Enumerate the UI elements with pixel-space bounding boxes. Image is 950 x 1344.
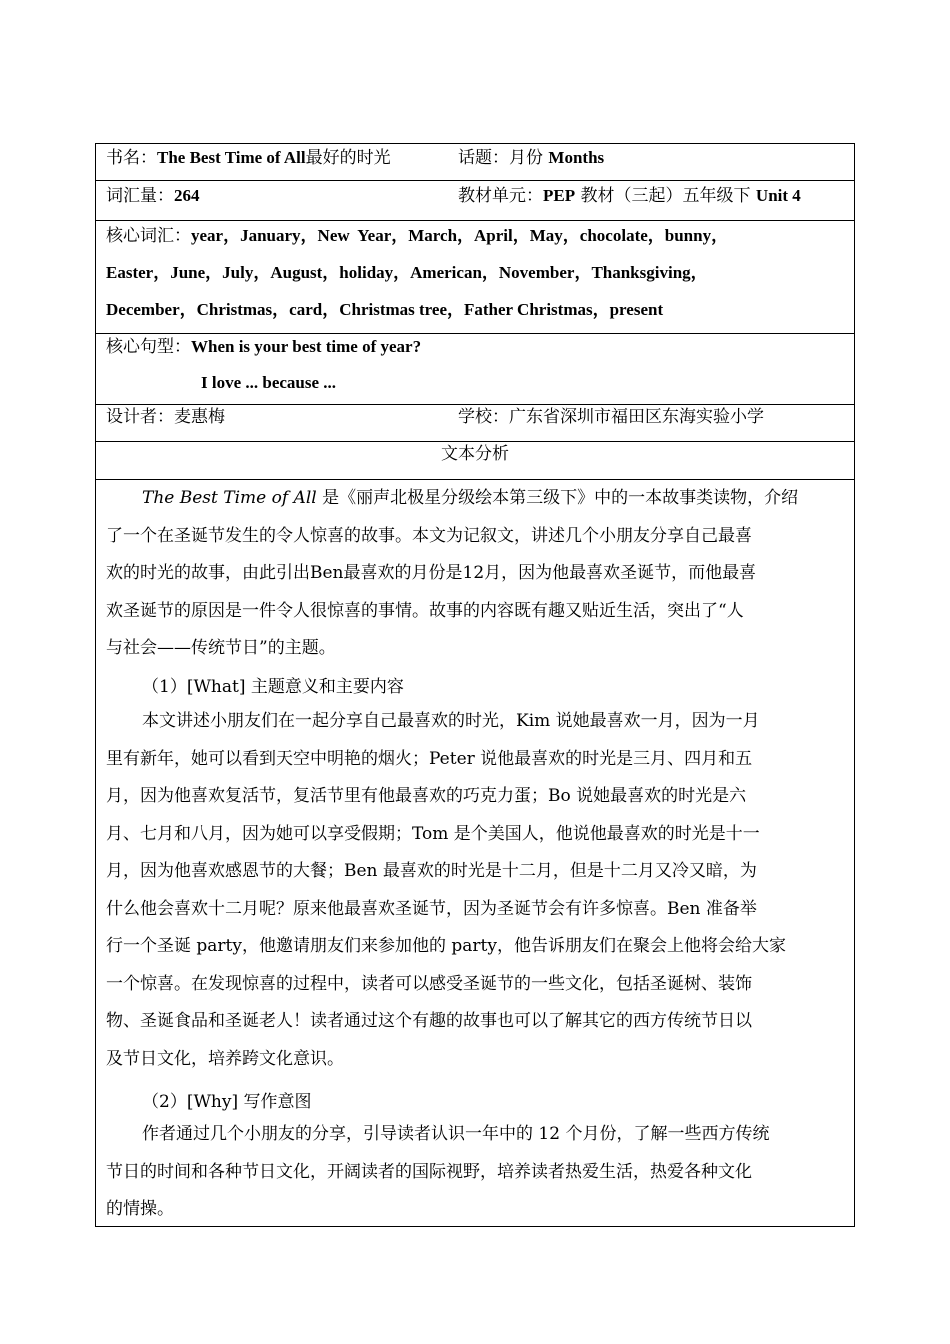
what-line-6: 什么他会喜欢十二月呢？原来他最喜欢圣诞节，因为圣诞节会有许多惊喜。Ben 准备举 (106, 898, 757, 919)
designer-school-row (96, 405, 854, 442)
core-sentence-label: 核心句型： (106, 337, 191, 357)
intro-line-1 (106, 480, 844, 518)
vocab-count: 264 (174, 186, 200, 205)
core-sentence-line-1 (106, 336, 421, 358)
what-line-2: 里有新年，她可以看到天空中明艳的烟火；Peter 说他最喜欢的时光是三月、四月和五 (106, 748, 753, 769)
book-title-cell (106, 147, 391, 169)
core-sentence-1: When is your best time of year? (191, 337, 422, 356)
book-title: The Best Time of All (157, 148, 306, 167)
vocab-count-cell (106, 185, 200, 207)
what-heading: （1）[What] 主题意义和主要内容 (142, 677, 404, 697)
core-vocab-line-3 (106, 299, 663, 321)
core-vocab-text-2: Easter，June，July，August，holiday，American，November，Thanksgiving， (106, 263, 708, 282)
topic-label: 话题：月份 (458, 148, 543, 168)
school-cell (458, 406, 764, 428)
why-line-1: 作者通过几个小朋友的分享，引导读者认识一年中的 12 个月份，了解一些西方传统 (142, 1124, 770, 1144)
section-title: 文本分析 (441, 444, 509, 464)
topic-value: Months (548, 148, 605, 167)
unit-value-1: PEP (543, 186, 576, 205)
topic-cell (458, 147, 604, 169)
designer-label: 设计者： (106, 407, 174, 427)
what-paragraph (106, 703, 844, 1078)
what-line-9: 物、圣诞食品和圣诞老人！读者通过这个有趣的故事也可以了解其它的西方传统节日以 (106, 1011, 752, 1031)
core-vocab-row (96, 221, 854, 334)
core-vocab-text-1: year，January，New Year，March，April，May，chocolate，bunny， (191, 226, 729, 245)
unit-label: 教材单元： (458, 186, 543, 206)
intro-paragraph (106, 480, 844, 668)
what-line-7: 行一个圣诞 party，他邀请朋友们来参加他的 party，他告诉朋友们在聚会上他将会给大家 (106, 936, 786, 956)
text-analysis-body (96, 480, 854, 1226)
unit-value-3: Unit 4 (755, 186, 801, 205)
core-sentence-row (96, 334, 854, 405)
vocab-unit-row (96, 181, 854, 221)
core-vocab-text-3: December，Christmas，card，Christmas tree，Father Christmas，present (106, 300, 664, 319)
school-name: 广东省深圳市福田区东海实验小学 (509, 407, 764, 427)
why-paragraph (106, 1116, 844, 1229)
section-title-row (96, 442, 854, 480)
book-topic-row (96, 144, 854, 181)
lesson-plan-table (95, 143, 855, 1227)
intro-line-2: 了一个在圣诞节发生的令人惊喜的故事。本文为记叙文，讲述几个小朋友分享自己最喜 (106, 525, 752, 546)
book-title-cn: 最好的时光 (305, 148, 391, 168)
school-label: 学校： (458, 407, 509, 427)
intro-line-5: 与社会——传统节日”的主题。 (106, 638, 336, 658)
what-line-4: 月、七月和八月，因为她可以享受假期；Tom 是个美国人，他说他最喜欢的时光是十一 (106, 823, 760, 844)
why-line-2: 节日的时间和各种节日文化，开阔读者的国际视野，培养读者热爱生活，热爱各种文化 (106, 1161, 752, 1182)
core-vocab-label: 核心词汇： (106, 226, 191, 246)
what-line-1: 本文讲述小朋友们在一起分享自己最喜欢的时光，Kim 说她最喜欢一月，因为一月 (142, 711, 760, 731)
core-vocab-line-1 (106, 225, 728, 247)
unit-value-2: 教材（三起）五年级下 (580, 186, 751, 206)
designer-cell (106, 406, 225, 428)
why-heading: （2）[Why] 写作意图 (142, 1092, 312, 1112)
what-line-8: 一个惊喜。在发现惊喜的过程中，读者可以感受圣诞节的一些文化，包括圣诞树、装饰 (106, 973, 752, 994)
designer-name: 麦惠梅 (174, 407, 225, 427)
intro-line-4: 欢圣诞节的原因是一件令人很惊喜的事情。故事的内容既有趣又贴近生活，突出了“人 (106, 600, 744, 621)
what-line-3: 月，因为他喜欢复活节，复活节里有他最喜欢的巧克力蛋；Bo 说她最喜欢的时光是六 (106, 786, 747, 806)
book-label: 书名： (106, 148, 157, 168)
what-line-5: 月，因为他喜欢感恩节的大餐；Ben 最喜欢的时光是十二月，但是十二月又冷又暗，为 (106, 861, 757, 881)
intro-book-title: The Best Time of All (142, 488, 317, 508)
core-sentence-2: I love ... because ... (201, 373, 337, 392)
core-vocab-line-2 (106, 262, 708, 284)
vocab-count-label: 词汇量： (106, 186, 174, 206)
intro-text-1: 是《丽声北极星分级绘本第三级下》中的一本故事类读物，介绍 (322, 488, 799, 508)
why-line-3: 的情操。 (106, 1199, 174, 1219)
intro-line-3: 欢的时光的故事，由此引出Ben最喜欢的月份是12月，因为他最喜欢圣诞节，而他最喜 (106, 563, 757, 583)
unit-cell (458, 185, 801, 207)
core-sentence-line-2 (201, 372, 336, 394)
what-line-10: 及节日文化，培养跨文化意识。 (106, 1048, 344, 1069)
